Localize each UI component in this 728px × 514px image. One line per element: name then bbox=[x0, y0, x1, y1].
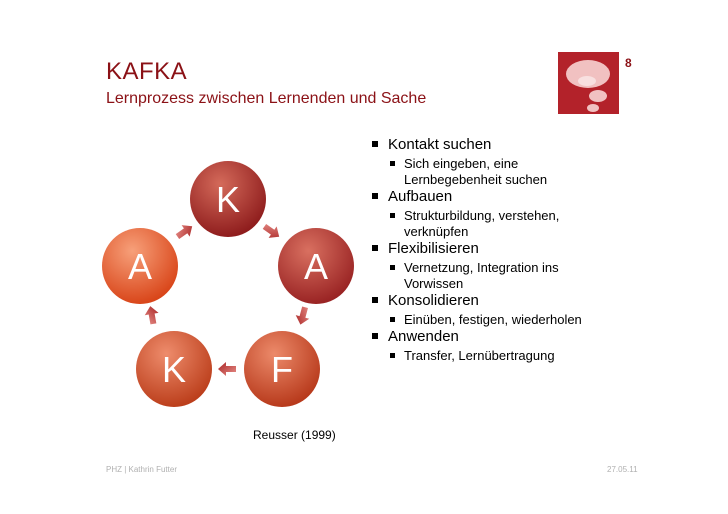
node-a-left bbox=[102, 228, 178, 304]
bullet-label: Aufbauen bbox=[372, 188, 672, 205]
svg-text:A: A bbox=[303, 246, 329, 287]
sub-bullet: Transfer, Lernübertragung bbox=[388, 348, 614, 364]
sub-bullet: Vernetzung, Integration ins Vorwissen bbox=[388, 260, 614, 292]
arrow-a-to-k bbox=[173, 221, 196, 243]
node-k-bottom-left bbox=[136, 331, 212, 407]
bullet-label: Anwenden bbox=[372, 328, 672, 345]
arrow-f-to-k bbox=[218, 362, 236, 376]
bullet-label: Kontakt suchen bbox=[372, 136, 672, 153]
node-a-right bbox=[278, 228, 354, 304]
sub-bullet: Sich eingeben, eine Lernbegebenheit suchen bbox=[388, 156, 614, 188]
slide-title: KAFKA bbox=[106, 58, 188, 85]
bullet-item bbox=[372, 136, 672, 188]
svg-text:K: K bbox=[215, 179, 241, 220]
bullet-label: Flexibilisieren bbox=[372, 240, 672, 257]
bullet-item bbox=[372, 240, 672, 292]
footer-author: PHZ | Kathrin Futter bbox=[106, 465, 177, 474]
bullet-item bbox=[372, 188, 672, 240]
sub-bullet: Einüben, festigen, wiederholen bbox=[388, 312, 644, 328]
slide-subtitle: Lernprozess zwischen Lernenden und Sache bbox=[106, 90, 427, 107]
arrow-k-to-a bbox=[260, 221, 283, 243]
bullet-list bbox=[372, 136, 672, 364]
arrow-k-to-a-left bbox=[143, 305, 160, 325]
bullet-item bbox=[372, 292, 672, 328]
node-f-bottom-right bbox=[244, 331, 320, 407]
speech-bubbles-icon bbox=[558, 52, 619, 114]
arrow-a-to-f bbox=[294, 305, 312, 326]
page-number: 8 bbox=[625, 56, 632, 70]
node-k-top bbox=[190, 161, 266, 237]
svg-text:A: A bbox=[127, 246, 153, 287]
svg-text:F: F bbox=[271, 349, 293, 390]
kafka-cycle-diagram bbox=[90, 160, 360, 420]
footer-date: 27.05.11 bbox=[607, 465, 638, 474]
citation: Reusser (1999) bbox=[253, 428, 336, 442]
bullet-label: Konsolidieren bbox=[372, 292, 672, 309]
logo bbox=[558, 52, 619, 114]
bullet-item bbox=[372, 328, 672, 364]
svg-text:K: K bbox=[161, 349, 187, 390]
sub-bullet: Strukturbildung, verstehen, verknüpfen bbox=[388, 208, 614, 240]
